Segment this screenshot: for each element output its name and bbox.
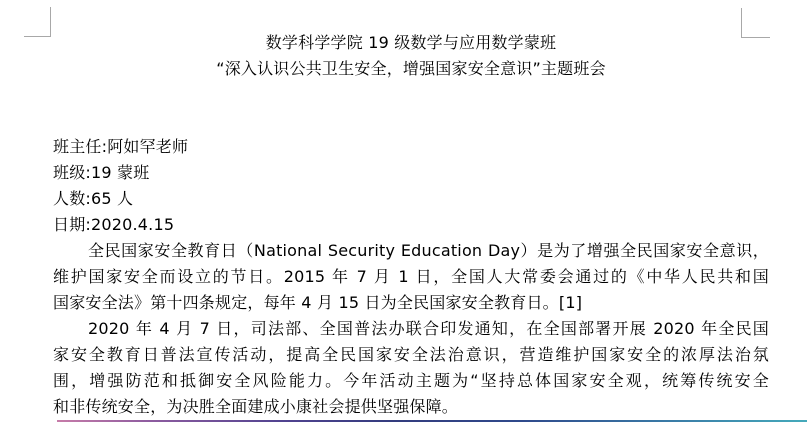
document-title-line2: “深入认识公共卫生安全，增强国家安全意识”主题班会 xyxy=(216,59,606,78)
info-class: 班级:19 蒙班 xyxy=(53,163,150,182)
crop-mark-top-left-horizontal xyxy=(24,36,51,37)
paragraph2-line4: 和非传统安全，为决胜全面建成小康社会提供坚强保障。 xyxy=(53,397,459,416)
document-body xyxy=(53,30,769,420)
blank-line xyxy=(53,108,769,134)
paragraph2-line2: 家安全教育日普法宣传活动，提高全民国家安全法治意识，营造维护国家安全的浓厚法治氛 xyxy=(53,345,769,364)
paragraph1-line3: 国家安全法》第十四条规定，每年 4 月 15 日为全民国家安全教育日。[1] xyxy=(53,293,583,312)
blank-line xyxy=(53,82,769,108)
paragraph1-line1: 全民国家安全教育日（National Security Education Day）是为了增强全民国家安全意识， xyxy=(88,241,769,260)
paragraph1-line2: 维护国家安全而设立的节日。2015 年 7 月 1 日，全国人大常委会通过的《中华人民共和国 xyxy=(53,267,769,286)
info-teacher: 班主任:阿如罕老师 xyxy=(53,137,189,156)
info-count: 人数:65 人 xyxy=(53,189,134,208)
info-date: 日期:2020.4.15 xyxy=(53,215,175,234)
paragraph2-line3: 围，增强防范和抵御安全风险能力。今年活动主题为“坚持总体国家安全观，统筹传统安全 xyxy=(53,371,769,390)
crop-mark-top-left-vertical xyxy=(50,7,51,36)
gradient-divider xyxy=(57,420,807,422)
document-title-line1: 数学科学学院 19 级数学与应用数学蒙班 xyxy=(265,33,557,52)
paragraph2-line1: 2020 年 4 月 7 日，司法部、全国普法办联合印发通知，在全国部署开展 2020 年全民国 xyxy=(88,319,769,338)
